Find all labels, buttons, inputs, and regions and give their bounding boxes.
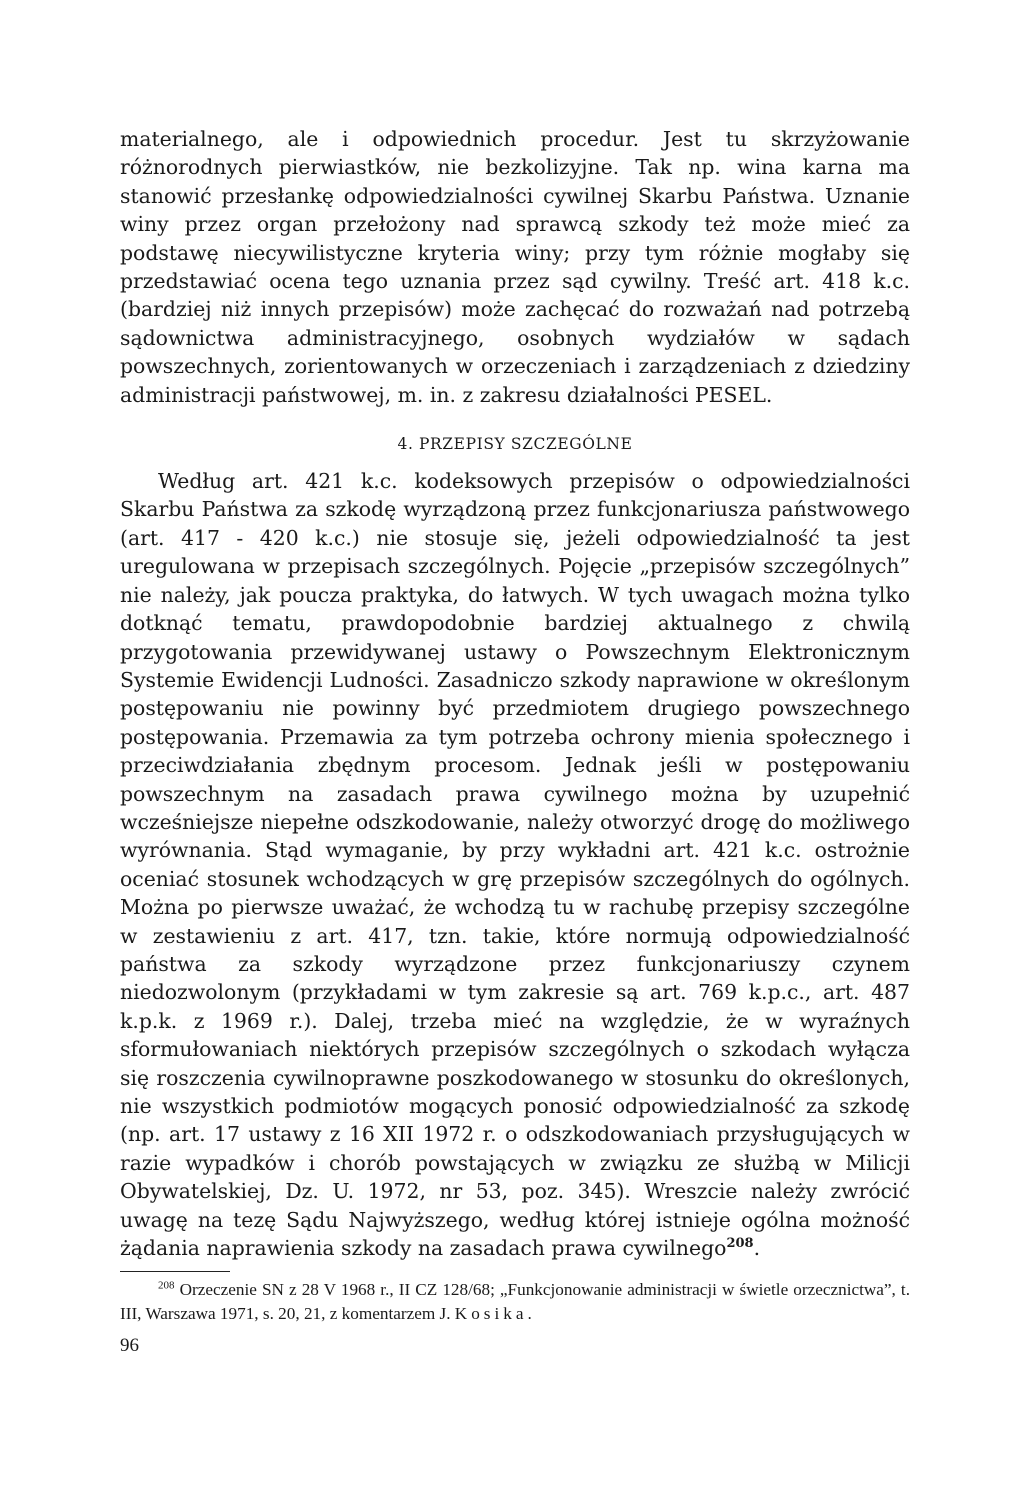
section-heading: 4. PRZEPISY SZCZEGÓLNE: [397, 435, 633, 454]
footnote: [120, 1278, 910, 1326]
body-paragraph-2: [120, 467, 910, 1262]
body-paragraph-1: materialnego, ale i odpowiednich procedur. Jest tu skrzyżowanie różnorodnych pierwiastków, nie bezkolizyjne. Tak np. wina karna ma stanowić przesłankę odpowiedzialności cywilnej Skarbu Państwa. Uznanie winy przez organ przełożony nad sprawcą szkody też może mieć za podstawę niecywilistyczne kryteria winy; przy tym różnie mogłaby się przedstawiać ocena tego uznania przez sąd cywilny. Treść art. 418 k.c. (bardziej niż innych przepisów) może zachęcać do rozważań nad potrzebą sądownictwa administracyjnego, osobnych wydziałów w sądach powszechnych, zorientowanych w orzeczeniach i zarządzeniach z dziedziny administracji państwowej, m. in. z zakresu działalności PESEL.: [120, 127, 910, 407]
body-paragraph-2-end: .: [753, 1236, 761, 1261]
page-number: 96: [120, 1335, 139, 1356]
footnote-text: Orzeczenie SN z 28 V 1968 r., II CZ 128/68; „Funkcjonowanie administracji w świetle orzecznictwa”, t. III, Warszawa 1971, s. 20, 21, z komentarzem J.: [120, 1280, 910, 1324]
page-content: [120, 125, 910, 1326]
footnote-divider: [120, 1271, 230, 1272]
body-paragraph-2-text: Według art. 421 k.c. kodeksowych przepisów o odpowiedzialności Skarbu Państwa za szkodę wyrządzoną przez funkcjonariusza państwowego (art. 417 - 420 k.c.) nie stosuje się, jeżeli odpowiedzialność ta jest uregulowana w przepisach szczególnych. Pojęcie „przepisów szczególnych” nie należy, jak poucza praktyka, do łatwych. W tych uwagach można tylko dotknąć tematu, prawdopodobnie bardziej aktualnego z chwilą przygotowania przewidywanej ustawy o Powszechnym Elektronicznym Systemie Ewidencji Ludności. Zasadniczo szkody naprawione w określonym postępowaniu nie powinny być przedmiotem drugiego powszechnego postępowania. Przemawia za tym potrzeba ochrony mienia społecznego i przeciwdziałania zbędnym procesom. Jednak jeśli w postępowaniu powszechnym na zasadach prawa cywilnego można by uzupełnić wcześniejsze niepełne odszkodowanie, należy otworzyć drogę do możliwego wyrównania. Stąd wymaganie, by przy wykładni art. 421 k.c. ostrożnie oceniać stosunek wchodzących w grę przepisów szczególnych do ogólnych. Można po pierwsze uważać, że wchodzą tu w rachubę przepisy szczególne w zestawieniu z art. 417, tzn. takie, które normują odpowiedzialność państwa za szkody wyrządzone przez funkcjonariuszy czynem niedozwolonym (przykładami w tym zakresie są art. 769 k.p.c., art. 487 k.p.k. z 1969 r.). Dalej, trzeba mieć na względzie, że w wyraźnych sformułowaniach niektórych przepisów szczególnych o szkodach wyłącza się roszczenia cywilnoprawne poszkodowanego w stosunku do określonych, nie wszystkich podmiotów mogących ponosić odpowiedzialność za szkodę (np. art. 17 ustawy z 16 XII 1972 r. o odszkodowaniach przysługujących w razie wypadków i chorób powstających w związku ze służbą w Milicji Obywatelskiej, Dz. U. 1972, nr 53, poz. 345). Wreszcie należy zwrócić uwagę na tezę Sądu Najwyższego, według której istnieje ogólna możność żądania naprawienia szkody na zasadach prawa cywilnego: [120, 469, 910, 1261]
footnote-number: 208: [158, 1279, 175, 1292]
footnote-reference: 208: [726, 1236, 754, 1252]
footnote-author: Kosika: [454, 1304, 528, 1324]
footnote-end: .: [527, 1304, 532, 1324]
